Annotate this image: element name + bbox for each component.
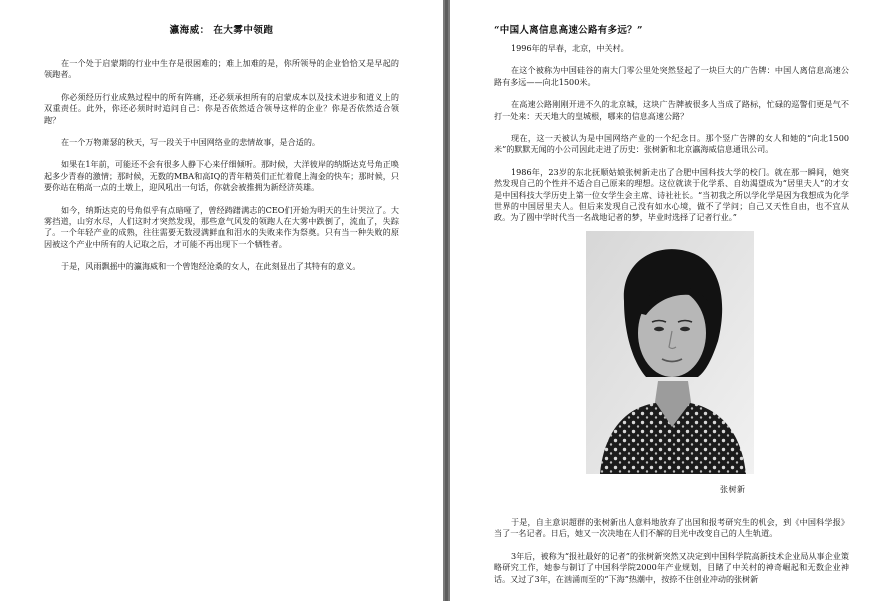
paragraph: 在一个万物萧瑟的秋天，写一段关于中国网络业的悲情故事，是合适的。 <box>61 137 321 148</box>
paragraph: 现在，这一天被认为是中国网络产业的一个纪念日。那个竖广告牌的女人和她的“向北1500米”的默默无闻的小公司因此走进了历史：张树新和北京瀛海威信息通讯公司。 <box>494 133 849 155</box>
portrait-illustration <box>586 231 754 474</box>
paragraph: 在这个被称为中国硅谷的南大门零公里处突然竖起了一块巨大的广告牌：中国人离信息高速公路有多远——向北1500米。 <box>494 65 849 87</box>
paragraph: 1996年的早春，北京，中关村。 <box>511 43 629 53</box>
paragraph: 1986年，23岁的东北抚顺姑娘张树新走出了合肥中国科技大学的校门。就在那一瞬间，她突然发现自己的个性并不适合自己原来的理想。这位就读于化学系、自幼渴望成为“居里夫人”的才女是中国科技大学历史上第一位女学生会主席、诗社社长。“当初我之所以学化学是因为我想成为化学世界的中国居里夫人。但后来发现自己没有如水心境，做不了学问；自己又天性自由，也不宜从政。为了圆中学时代当一名战地记者的梦，毕业时选择了记者行业。” <box>494 166 849 223</box>
left-page-title: 瀛海威： 在大雾中领跑 <box>169 25 274 36</box>
right-page-body-top <box>494 43 849 235</box>
right-page-title: “中国人离信息高速公路有多远？” <box>494 25 643 36</box>
right-page <box>450 0 893 601</box>
left-page-body <box>44 58 399 284</box>
paragraph: 3年后，被称为“报社最好的记者”的张树新突然又决定到中国科学院高新技术企业局从事企业策略研究工作，她参与制订了中国科学院2000年产业规划，目睹了中关村的神奇崛起和无数企业神话。又过了3年，在汹涌而至的“下海”热潮中，按捺不住创业冲动的张树新 <box>494 550 849 584</box>
paragraph: 如果在1年前，可能还不会有很多人静下心来仔细倾听。那时候，大洋彼岸的纳斯达克号角正唤起多少青春的激情；那时候，无数的MBA和高IQ的青年精英们正忙着爬上淘金的快车；那时候，只要你站在稍高一点的土墩上，迎风吼出一句话，你就会被推拥为新经济英雄。 <box>44 159 399 193</box>
left-page <box>0 0 443 601</box>
photo-caption: 张树新 <box>720 485 746 494</box>
paragraph: 你必须经历行业成熟过程中的所有阵痛，还必须承担所有的启蒙成本以及技术进步和道义上的双重责任。此外，你还必须时时追问自己：你是否依然适合领导这样的企业？你是否依然适合领跑？ <box>44 91 399 125</box>
paragraph: 如今，纳斯达克的号角似乎有点暗哑了，曾经踌躇满志的CEO们开始为明天的生计哭泣了。大雾挡道，山穷水尽，人们这时才突然发现，那些意气风发的领跑人在大雾中跌倒了，流血了，失踪了。一个年轻产业的成熟，往往需要无数浸满鲜血和泪水的失败来作为祭奠。只有当一种失败的原因被这个产业中所有的人记取之后，才可能不再出现下一个牺牲者。 <box>44 204 399 249</box>
portrait-photo <box>586 231 754 474</box>
page-divider <box>443 0 450 601</box>
paragraph: 于是，风雨飘摇中的瀛海威和一个曾饱经沧桑的女人，在此刻显出了其特有的意义。 <box>61 261 361 272</box>
paragraph: 于是，自主意识超群的张树新出人意料地放弃了出国和报考研究生的机会，到《中国科学报》当了一名记者。日后，她又一次决地在人们不解的目光中改变自己的人生轨道。 <box>494 517 849 539</box>
right-page-body-bottom <box>494 517 849 596</box>
paragraph: 在高速公路刚刚开进不久的北京城，这块广告牌被很多人当成了路标，忙碌的巡警们更是气不打一处来：天天地大的皇城根，哪来的信息高速公路？ <box>494 99 849 121</box>
paragraph: 在一个处于启蒙期的行业中生存是很困难的；难上加难的是，你所领导的企业恰恰又是早起的领跑者。 <box>44 58 399 80</box>
